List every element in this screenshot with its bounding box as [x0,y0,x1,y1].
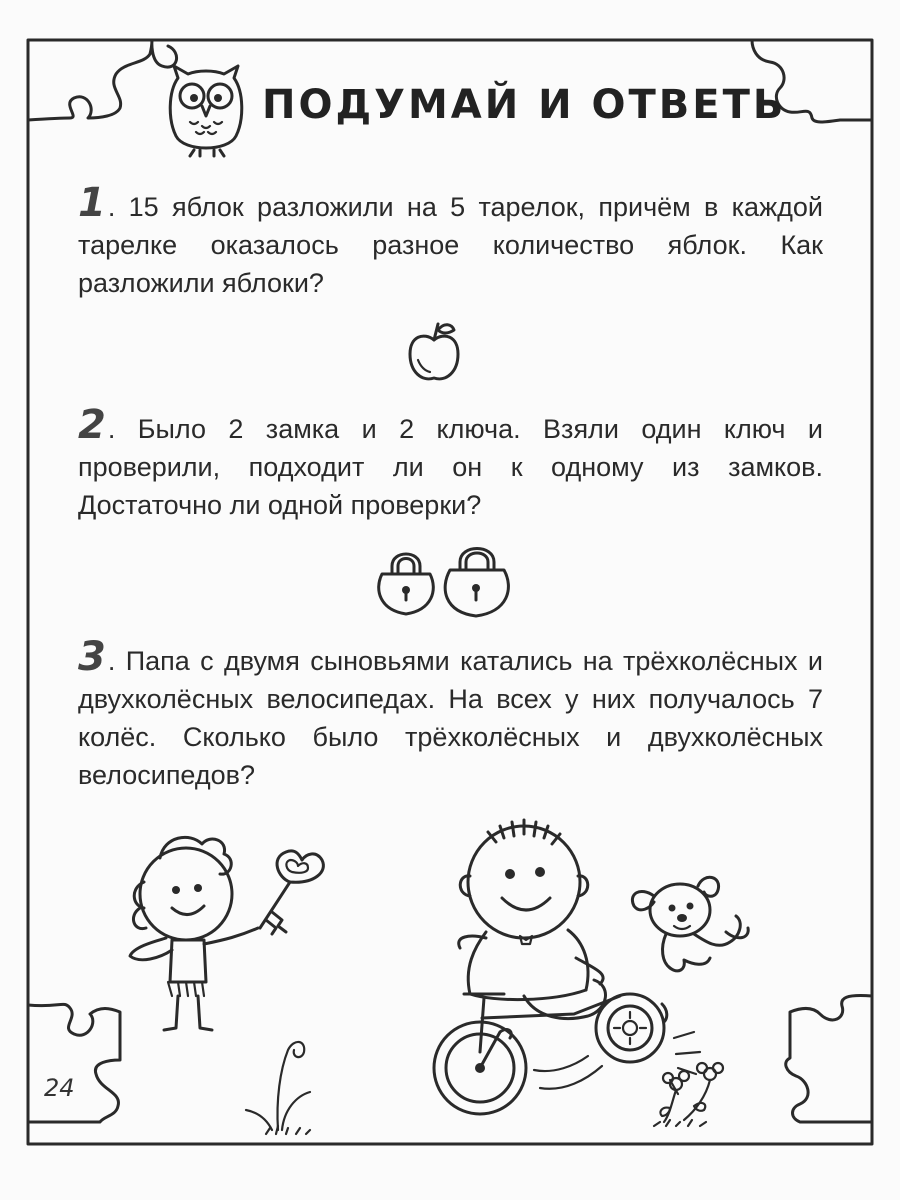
padlock-icon [376,544,516,620]
task-3: 3. Папа с двумя сыновьями катались на трёхколёсных и двухколёсных велосипедах. На всех у них получалось 7 колёс. Сколько было трёхколёсных и двухколёсных велосипедов? [78,634,823,790]
task-number: 3 [78,634,106,680]
task-text: Папа с двумя сыновьями катались на трёхколёсных и двухколёсных велосипедах. На всех у них получалось 7 колёс. Сколько было трёхколёсных и двухколёсных велосипедов? [78,646,823,790]
apple-icon [404,318,464,388]
task-number: 2 [78,402,106,448]
puppy-illustration [626,872,756,982]
page-number: 24 [44,1074,75,1102]
girl-with-key-illustration [120,832,340,1042]
task-number: 1 [78,180,106,226]
task-text: 15 яблок разложили на 5 тарелок, причём в каждой тарелке оказалось разное количество яблок. Как разложили яблоки? [78,192,823,298]
grass-illustration [236,1030,326,1140]
owl-icon [164,62,248,158]
page-title: ПОДУМАЙ И ОТВЕТЬ [262,82,787,128]
task-text: Было 2 замка и 2 ключа. Взяли один ключ и проверили, подходит ли он к одному из замков. Достаточно ли одной проверки? [78,414,823,520]
task-2: 2. Было 2 замка и 2 ключа. Взяли один ключ и проверили, подходит ли он к одному из замков. Достаточно ли одной проверки? [78,402,823,520]
flowers-illustration [650,1062,740,1132]
task-1: 1. 15 яблок разложили на 5 тарелок, причём в каждой тарелке оказалось разное количество яблок. Как разложили яблоки? [78,180,823,298]
